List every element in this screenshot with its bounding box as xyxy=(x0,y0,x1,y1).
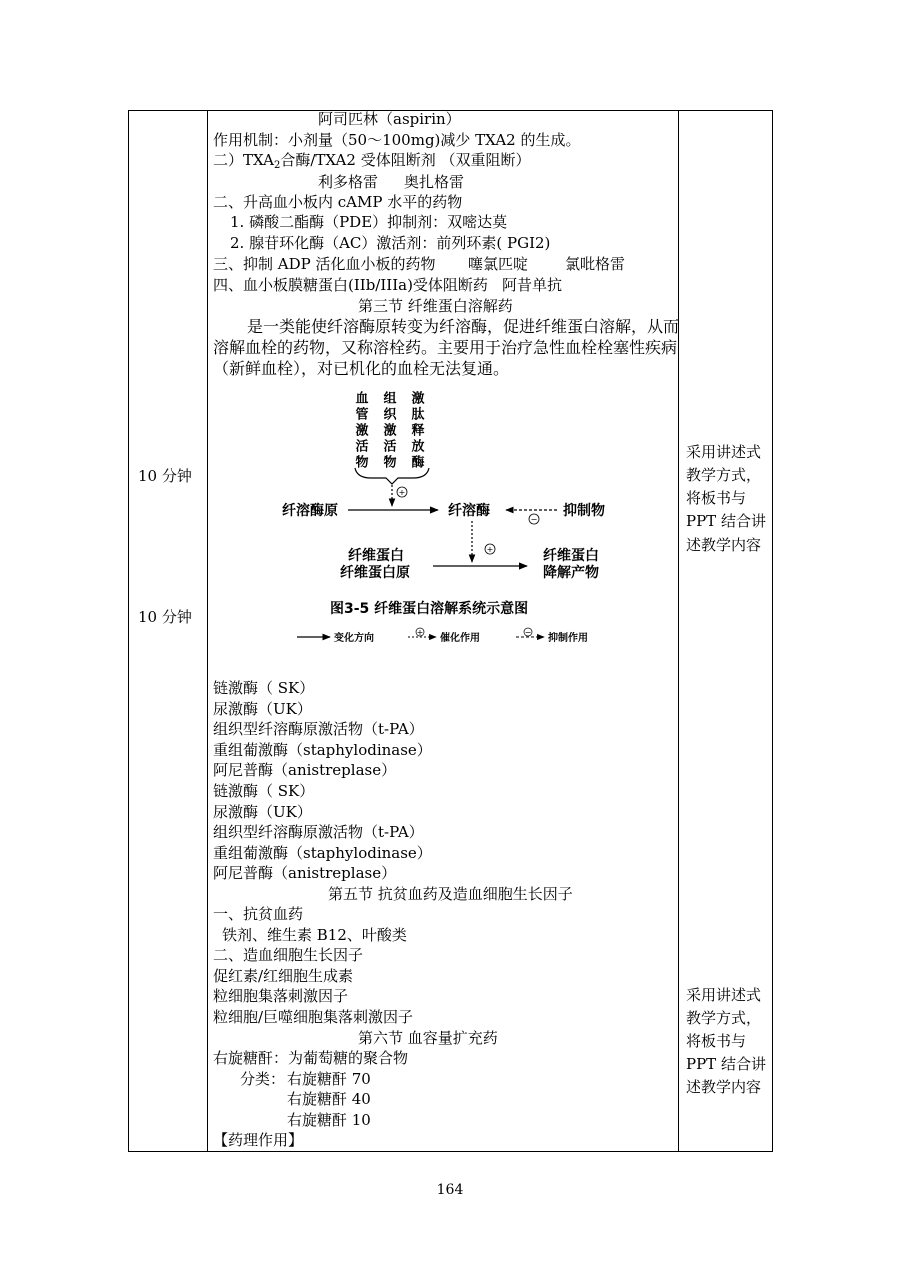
fibrinogen-label: 纤维蛋白原 xyxy=(340,565,410,581)
teaching-method-note: 教学方式， xyxy=(686,466,762,484)
thrombolytic-item: 重组葡激酶（staphylodinase） xyxy=(213,741,432,759)
fibrinolysis-diagram xyxy=(207,380,678,655)
plus-sign: + xyxy=(398,488,406,497)
subsection-heading: 二、造血细胞生长因子 xyxy=(213,946,364,964)
teaching-method-note: 采用讲述式 xyxy=(686,443,762,461)
teaching-method-note: 将板书与 xyxy=(686,489,747,507)
thrombolytic-item: 重组葡激酶（staphylodinase） xyxy=(213,844,432,862)
camp-item: 2. 腺苷环化酶（AC）激活剂：前列环素( PGI2) xyxy=(230,234,551,252)
minus-sign: − xyxy=(530,515,538,524)
section-title: 第六节 血容量扩充药 xyxy=(358,1029,498,1047)
pharmacology-heading: 【药理作用】 xyxy=(213,1131,304,1149)
drug-name: 利多格雷 xyxy=(318,173,379,191)
aspirin-mechanism: 作用机制：小剂量（50～100mg)减少 TXA2 的生成。 xyxy=(213,131,581,149)
paragraph-line: （新鲜血栓），对已机化的血栓无法复通。 xyxy=(213,359,510,378)
product-label: 降解产物 xyxy=(543,565,599,581)
legend-label: 抑制作用 xyxy=(548,633,588,644)
section-title: 第三节 纤维蛋白溶解药 xyxy=(358,297,513,315)
dextran-class-label: 分类： xyxy=(240,1070,286,1088)
teaching-method-note: 教学方式， xyxy=(686,1009,762,1027)
fibrin-label: 纤维蛋白 xyxy=(348,548,404,564)
thrombolytic-item: 尿激酶（UK） xyxy=(213,700,312,718)
dextran-class: 右旋糖酐 10 xyxy=(287,1111,371,1129)
plasmin-label: 纤溶酶 xyxy=(448,503,490,519)
time-label: 10 分钟 xyxy=(138,608,192,626)
dextran-class: 右旋糖酐 40 xyxy=(287,1090,371,1108)
inhibitor-label: 抑制物 xyxy=(563,503,605,519)
figure-caption: 图3-5 纤维蛋白溶解系统示意图 xyxy=(330,601,529,617)
thrombolytic-item: 链激酶（ SK） xyxy=(213,679,315,697)
activator-label: 组织激活物 xyxy=(380,391,396,471)
activator-label: 血管激活物 xyxy=(352,391,368,471)
paragraph-line: 溶解血栓的药物，又称溶栓药。主要用于治疗急性血栓栓塞性疾病 xyxy=(213,338,678,357)
list-item: 粒细胞集落刺激因子 xyxy=(213,987,349,1005)
drug-name: 氯吡格雷 xyxy=(565,255,626,273)
txa2-prefix: 二）TXA xyxy=(213,151,274,169)
thrombolytic-item: 链激酶（ SK） xyxy=(213,782,315,800)
list-item: 粒细胞/巨噬细胞集落刺激因子 xyxy=(213,1008,414,1026)
list-item: 铁剂、维生素 B12、叶酸类 xyxy=(222,926,407,944)
legend-label: 变化方向 xyxy=(334,633,374,644)
adp-heading: 三、抑制 ADP 活化血小板的药物 xyxy=(213,255,436,273)
teaching-method-note: 述教学内容 xyxy=(686,1078,762,1096)
drug-name: 奥扎格雷 xyxy=(404,173,465,191)
thrombolytic-item: 组织型纤溶酶原激活物（t-PA） xyxy=(213,720,424,738)
gp-heading: 四、血小板膜糖蛋白(IIb/IIIa)受体阻断药 xyxy=(213,276,488,294)
paragraph-line: 是一类能使纤溶酶原转变为纤溶酶，促进纤维蛋白溶解，从而 xyxy=(247,317,680,336)
drug-name: 噻氯匹啶 xyxy=(468,255,529,273)
teaching-method-note: PPT 结合讲 xyxy=(686,512,766,530)
dextran-intro: 右旋糖酐：为葡萄糖的聚合物 xyxy=(213,1049,409,1067)
plasminogen-label: 纤溶酶原 xyxy=(282,503,338,519)
time-label: 10 分钟 xyxy=(138,467,192,485)
plus-sign: + xyxy=(486,545,494,554)
minus-sign: − xyxy=(524,628,532,637)
dextran-class: 右旋糖酐 70 xyxy=(287,1070,371,1088)
camp-heading: 二、升高血小板内 cAMP 水平的药物 xyxy=(213,193,463,211)
teaching-method-note: 采用讲述式 xyxy=(686,986,762,1004)
legend-label: 催化作用 xyxy=(440,633,480,644)
txa2-subscript: 2 xyxy=(273,160,281,171)
teaching-method-note: 将板书与 xyxy=(686,1032,747,1050)
page-number: 164 xyxy=(436,1182,464,1198)
subsection-heading: 一、抗贫血药 xyxy=(213,905,304,923)
thrombolytic-item: 阿尼普酶（anistreplase） xyxy=(213,864,397,882)
activator-label: 激肽释放酶 xyxy=(408,391,424,471)
teaching-method-note: PPT 结合讲 xyxy=(686,1055,766,1073)
txa2-suffix: 合酶/TXA2 受体阻断剂 （双重阻断） xyxy=(280,151,531,169)
list-item: 促红素/红细胞生成素 xyxy=(213,967,354,985)
section-title: 第五节 抗贫血药及造血细胞生长因子 xyxy=(328,885,573,903)
thrombolytic-item: 阿尼普酶（anistreplase） xyxy=(213,761,397,779)
product-label: 纤维蛋白 xyxy=(543,548,599,564)
drug-name: 阿昔单抗 xyxy=(502,276,563,294)
camp-item: 1. 磷酸二酯酶（PDE）抑制剂：双嘧达莫 xyxy=(230,213,508,231)
aspirin-title: 阿司匹林（aspirin） xyxy=(318,110,461,128)
column-divider-right xyxy=(678,110,679,1151)
plus-sign: + xyxy=(416,628,424,637)
thrombolytic-item: 组织型纤溶酶原激活物（t-PA） xyxy=(213,823,424,841)
teaching-method-note: 述教学内容 xyxy=(686,536,762,554)
thrombolytic-item: 尿激酶（UK） xyxy=(213,803,312,821)
txa2-line xyxy=(213,150,530,170)
